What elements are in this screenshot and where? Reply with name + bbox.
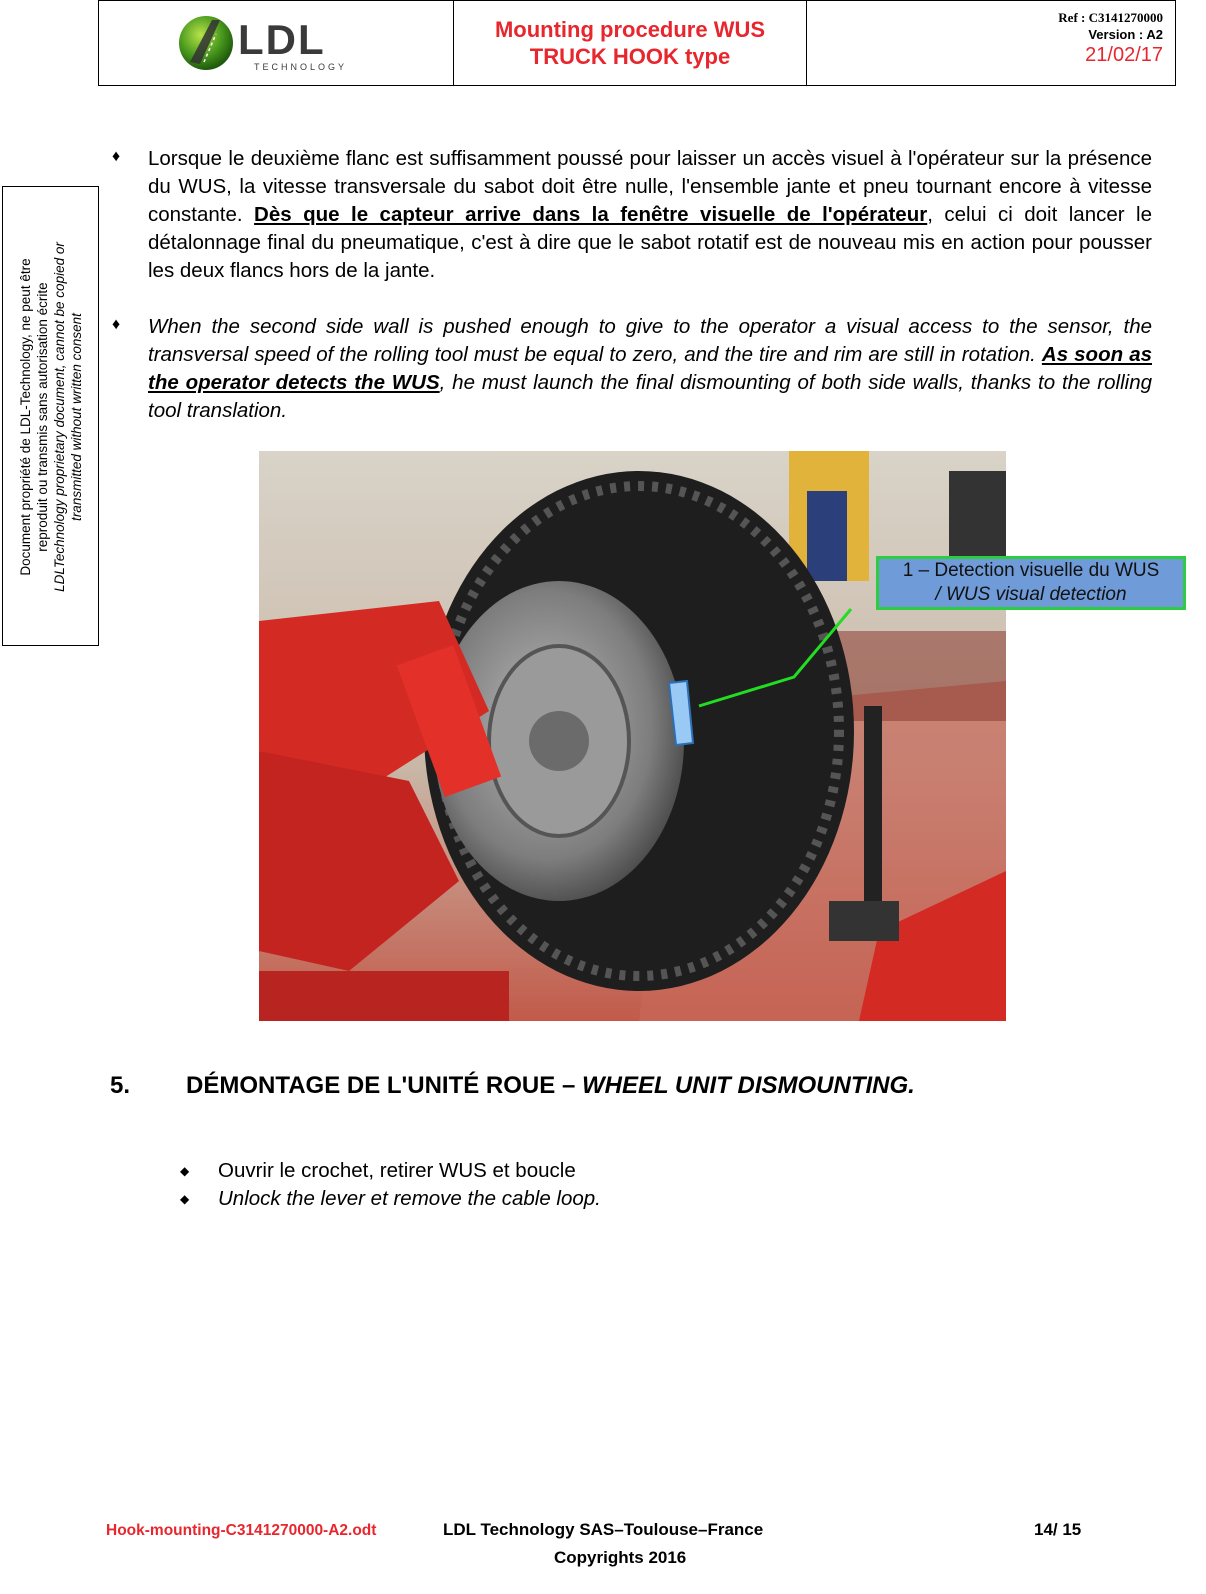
bullet-icon: ♦ [112,148,121,165]
section-heading [110,1072,915,1100]
svg-text:TECHNOLOGY: TECHNOLOGY [254,62,348,72]
page-header [98,0,1176,86]
fr-text-before: Lorsque le deuxième flanc est suffisamment poussé pour laisser un accès visuel à l'opérateur sur la présence du WUS, la vitesse transversale du sabot doit être nulle, l'ensemble jante et pneu tournant encore à vitesse constante. [148,147,1152,226]
callout-line-1: 1 – Detection visuelle du WUS [902,560,1160,581]
notice-fr-line-1: Document propriété de LDL-Technology, ne peut être [18,258,33,576]
bullet-icon: ♦ [112,316,121,333]
footer-filename: Hook-mounting-C3141270000-A2.odt [106,1522,377,1539]
paragraph-french [148,145,1152,285]
reference-block [807,1,1175,85]
fr-text-after: , celui ci doit lancer le détalonnage final du pneumatique, c'est à dire que le sabot rotatif est de nouveau mis en action pour pousser les deux flancs hors de la jante. [148,203,1152,282]
confidentiality-text [17,189,85,645]
tire-dismounting-photo [259,451,1006,1021]
title-line-2: TRUCK HOOK type [529,44,731,69]
callout-line-2: / WUS visual detection [935,584,1127,605]
section-number: 5. [110,1072,131,1099]
en-text-before: When the second side wall is pushed enough to give to the operator a visual access to the sensor, the transversal speed of the rolling tool must be equal to zero, and the tire and rim are still in rotation. [148,315,1152,366]
confidentiality-notice [2,186,99,646]
section-title-fr: DÉMONTAGE DE L'UNITÉ ROUE – [186,1072,582,1099]
en-text-after: , he must launch the final dismounting of both side walls, thanks to the rolling tool translation. [148,371,1152,422]
detection-callout [876,556,1186,610]
photo-illustration [259,451,1006,1021]
notice-en-line-2: transmitted without written consent [69,313,84,521]
list-item-fr: Ouvrir le crochet, retirer WUS et boucle [218,1159,576,1182]
version-label: Version : A2 [1088,27,1163,42]
reference-number: Ref : C3141270000 [1058,10,1163,25]
logo-cell [99,1,454,85]
notice-en-line-1: LDLTechnology proprietary document, cannot be copied or [52,242,67,592]
list-item-en: Unlock the lever et remove the cable loop. [218,1187,601,1210]
notice-fr-line-2: reproduit ou transmis sans autorisation écrite [35,282,50,552]
section-title-en: WHEEL UNIT DISMOUNTING. [581,1072,915,1099]
fr-emphasis: Dès que le capteur arrive dans la fenêtre visuelle de l'opérateur [254,203,928,226]
footer-copyright: Copyrights 2016 [554,1548,687,1567]
title-line-1: Mounting procedure WUS [494,17,766,42]
diamond-bullet-icon: ◆ [180,1164,190,1178]
svg-text:LDL: LDL [238,16,326,63]
ldl-logo [176,10,376,76]
diamond-bullet-icon: ◆ [180,1192,190,1206]
en-emphasis: As soon as the operator detects the WUS [148,343,1152,394]
document-date: 21/02/17 [1085,44,1163,66]
page-number: 14/ 15 [1034,1520,1082,1539]
paragraph-english [148,313,1152,425]
footer-company: LDL Technology SAS–Toulouse–France [443,1520,764,1539]
document-title [454,1,807,85]
